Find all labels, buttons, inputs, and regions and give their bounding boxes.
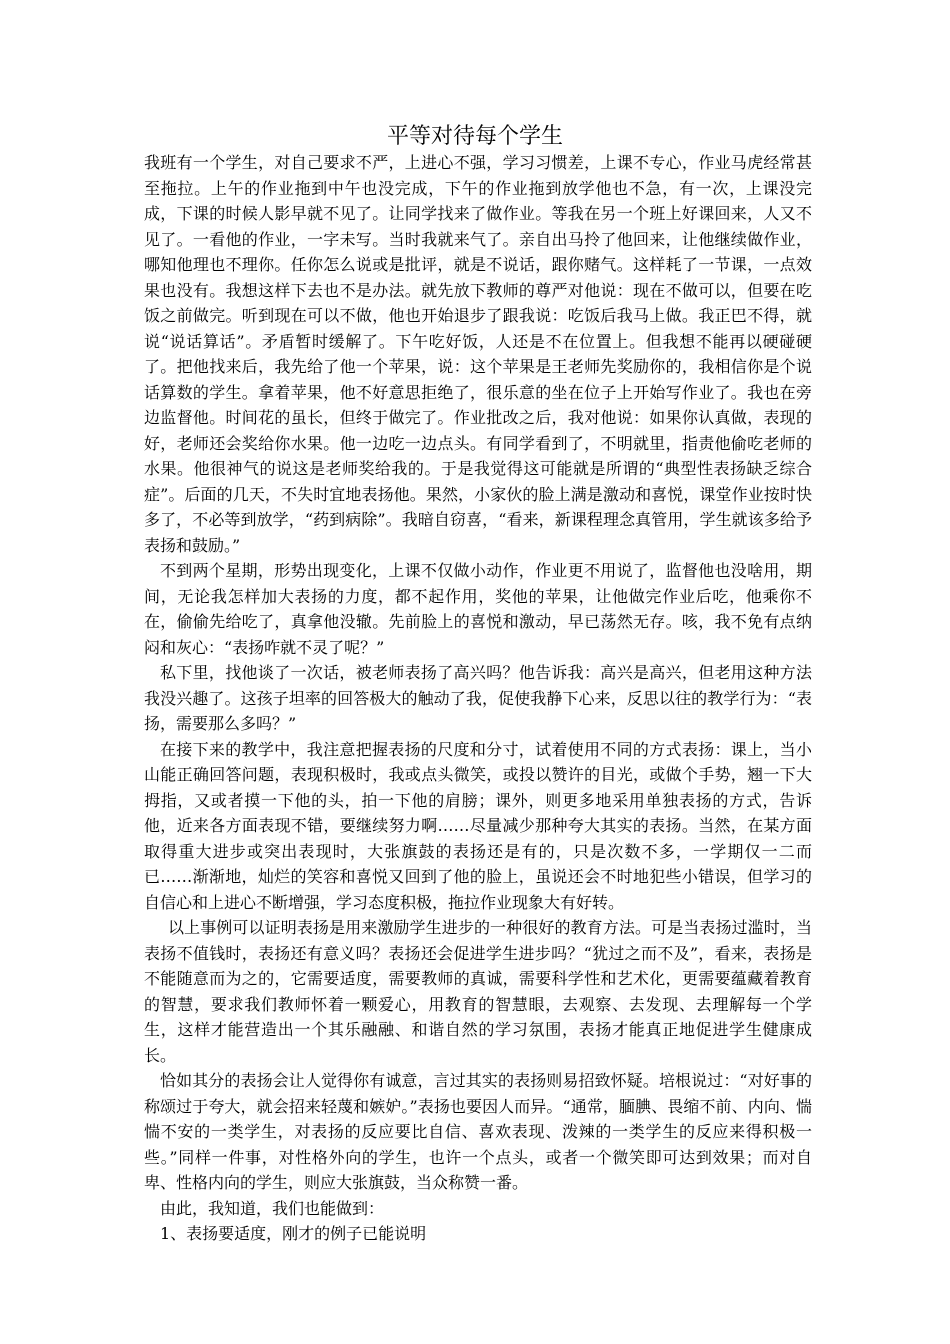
- paragraph-5: 以上事例可以证明表扬是用来激励学生进步的一种很好的教育方法。可是当表扬过滥时，当表扬不值钱时，表扬还有意义吗？表扬还会促进学生进步吗？“犹过之而不及”，看来，表扬是不能随意而为之的，它需要适度，需要教师的真诚，需要科学性和艺术化，更需要蕴藏着教育的智慧，要求我们教师怀着一颗爱心，用教育的智慧眼，去观察、去发现、去理解每一个学生，这样才能营造出一个其乐融融、和谐自然的学习氛围，表扬才能真正地促进学生健康成长。: [144, 918, 812, 1065]
- paragraph-8: 1、表扬要适度，刚才的例子已能说明: [160, 1224, 427, 1243]
- paragraph-7: 由此，我知道，我们也能做到：: [160, 1198, 385, 1218]
- paragraph-2: 不到两个星期，形势出现变化，上课不仅做小动作，作业更不用说了，监督他也没啥用，期间，无论我怎样加大表扬的力度，都不起作用，奖他的苹果，让他做完作业后吃，他乘你不在，偷偷先给吃了，真拿他没辙。先前脸上的喜悦和激动，早已荡然无存。咳，我不免有点纳闷和灰心：“表扬咋就不灵了呢？”: [144, 561, 812, 657]
- document-title: 平等对待每个学生: [386, 124, 563, 149]
- paragraph-1: 我班有一个学生，对自己要求不严，上进心不强，学习习惯差，上课不专心，作业马虎经常甚至拖拉。上午的作业拖到中午也没完成，下午的作业拖到放学他也不急，有一次，上课没完成，下课的时候人影早就不见了。让同学找来了做作业。等我在另一个班上好课回来，人又不见了。一看他的作业，一字未写。当时我就来气了。亲自出马拎了他回来，让他继续做作业，哪知他理也不理你。任你怎么说或是批评，就是不说话，跟你赌气。这样耗了一节课，一点效果也没有。我想这样下去也不是办法。就先放下教师的尊严对他说：现在不做可以，但要在吃饭之前做完。听到现在可以不做，他也开始退步了跟我说：吃饭后我马上做。我正巴不得，就说“说话算话”。矛盾暂时缓解了。下午吃好饭，人还是不在位置上。但我想不能再以硬碰硬了。把他找来后，我先给了他一个苹果，说：这个苹果是王老师先奖励你的，我相信你是个说话算数的学生。拿着苹果，他不好意思拒绝了，很乐意的坐在位子上开始写作业了。我也在旁边监督他。时间花的虽长，但终于做完了。作业批改之后，我对他说：如果你认真做，表现的好，老师还会奖给你水果。他一边吃一边点头。有同学看到了，不明就里，指责他偷吃老师的水果。他很神气的说这是老师奖给我的。于是我觉得这可能就是所谓的“典型性表扬缺乏综合症”。后面的几天，不失时宜地表扬他。果然，小家伙的脸上满是激动和喜悦，课堂作业按时快多了，不必等到放学，“药到病除”。我暗自窃喜，“看来，新课程理念真管用，学生就该多给予表扬和鼓励。”: [144, 153, 812, 555]
- paragraph-4: 在接下来的教学中，我注意把握表扬的尺度和分寸，试着使用不同的方式表扬：课上，当小山能正确回答问题，表现积极时，我或点头微笑，或投以赞许的目光，或做个手势，翘一下大拇指，又或者摸一下他的头，拍一下他的肩膀；课外，则更多地采用单独表扬的方式，告诉他，近来各方面表现不错，要继续努力啊……尽量减少那种夸大其实的表扬。当然，在某方面取得重大进步或突出表现时，大张旗鼓的表扬还是有的，只是次数不多，一学期仅一二而已……渐渐地，灿烂的笑容和喜悦又回到了他的脸上，虽说还会不时地犯些小错误，但学习的自信心和上进心不断增强，学习态度积极，拖拉作业现象大有好转。: [144, 739, 812, 912]
- paragraph-6: 恰如其分的表扬会让人觉得你有诚意，言过其实的表扬则易招致怀疑。培根说过：“对好事的称颂过于夸大，就会招来轻蔑和嫉妒。”表扬也要因人而异。“通常，腼腆、畏缩不前、内向、惴惴不安的一类学生，对表扬的反应要比自信、喜欢表现、泼辣的一类学生的反应来得积极一些。”同样一件事，对性格外向的学生，也许一个点头，或者一个微笑即可达到效果；而对自卑、性格内向的学生，则应大张旗鼓，当众称赞一番。: [144, 1071, 812, 1192]
- paragraph-3: 私下里，找他谈了一次话，被老师表扬了高兴吗？他告诉我：高兴是高兴，但老用这种方法我没兴趣了。这孩子坦率的回答极大的触动了我，促使我静下心来，反思以往的教学行为：“表扬，需要那么多吗？”: [144, 663, 812, 733]
- document-body: [144, 150, 812, 1247]
